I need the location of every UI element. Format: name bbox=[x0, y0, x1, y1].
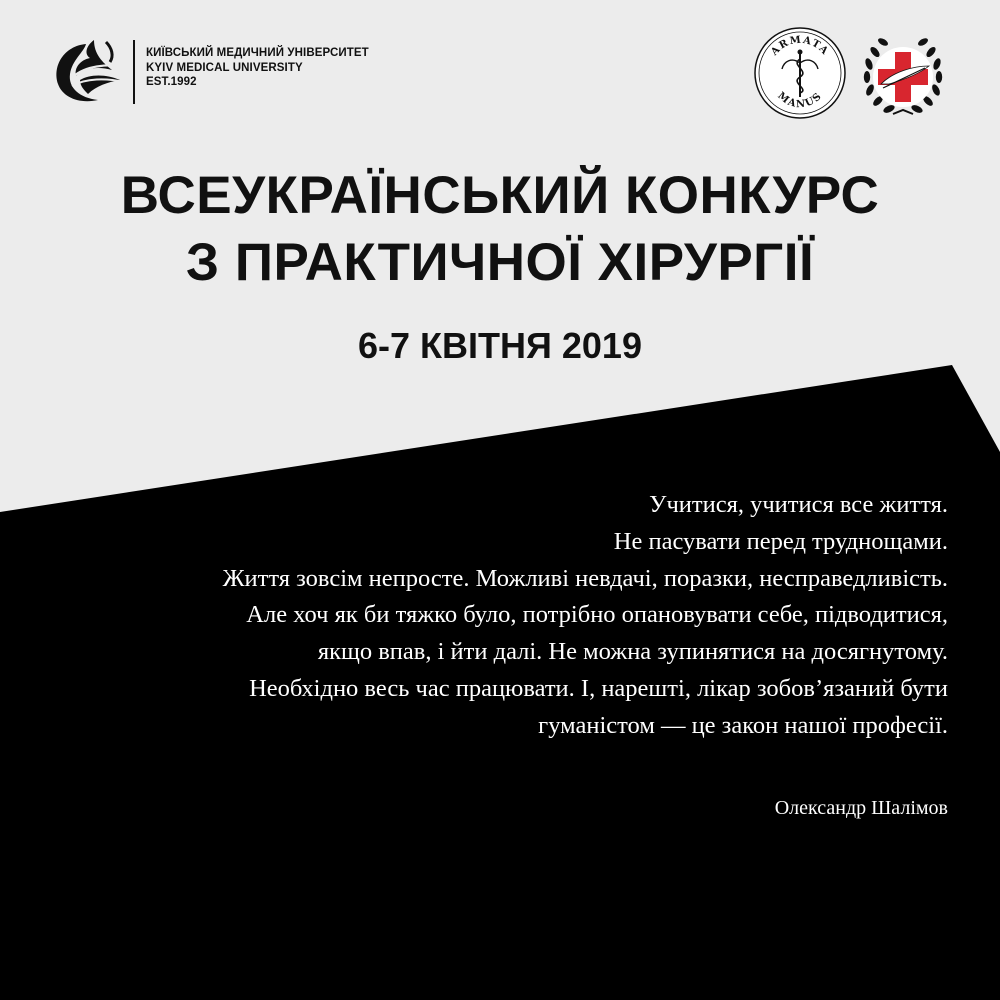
event-title-line-1: ВСЕУКРАЇНСЬКИЙ КОНКУРС bbox=[120, 166, 880, 225]
university-name-uk: КИЇВСЬКИЙ МЕДИЧНИЙ УНІВЕРСИТЕТ bbox=[146, 47, 369, 59]
university-established: EST.1992 bbox=[146, 76, 197, 88]
seal-text-top: ARMATA bbox=[769, 34, 831, 58]
red-cross-laurel-icon bbox=[853, 22, 953, 122]
university-name-block bbox=[146, 46, 369, 90]
quote-text bbox=[28, 487, 948, 745]
quote-line: Учитися, учитися все життя. bbox=[649, 491, 948, 518]
quote-line: Життя зовсім непросте. Можливі невдачі, поразки, несправедливість. bbox=[222, 564, 948, 592]
event-date: 6-7 КВІТНЯ 2019 bbox=[358, 325, 642, 366]
quote-line: Але хоч як би тяжко було, потрібно опановувати себе, підводитися, bbox=[246, 601, 948, 629]
university-logo bbox=[50, 36, 410, 106]
event-title-line-2: З ПРАКТИЧНОЇ ХІРУРГІЇ bbox=[185, 233, 815, 292]
quote-line: Необхідно весь час працювати. І, нарешті, лікар зобов’язаний бути bbox=[249, 674, 948, 702]
quote-line: гуманістом — це закон нашої професії. bbox=[538, 711, 948, 739]
university-name-en: KYIV MEDICAL UNIVERSITY bbox=[146, 61, 303, 74]
quote-line: Не пасувати перед труднощами. bbox=[613, 527, 948, 555]
event-title bbox=[0, 162, 1000, 296]
armata-manus-seal-icon bbox=[752, 25, 848, 121]
logo-divider bbox=[133, 40, 135, 104]
flame-swirl-logo-icon bbox=[50, 36, 130, 106]
quote-author: Олександр Шалімов bbox=[774, 797, 948, 819]
quote-line: якщо впав, і йти далі. Не можна зупинятися на досягнутому. bbox=[317, 638, 948, 666]
seal-text-bottom: MANUS bbox=[775, 90, 825, 111]
